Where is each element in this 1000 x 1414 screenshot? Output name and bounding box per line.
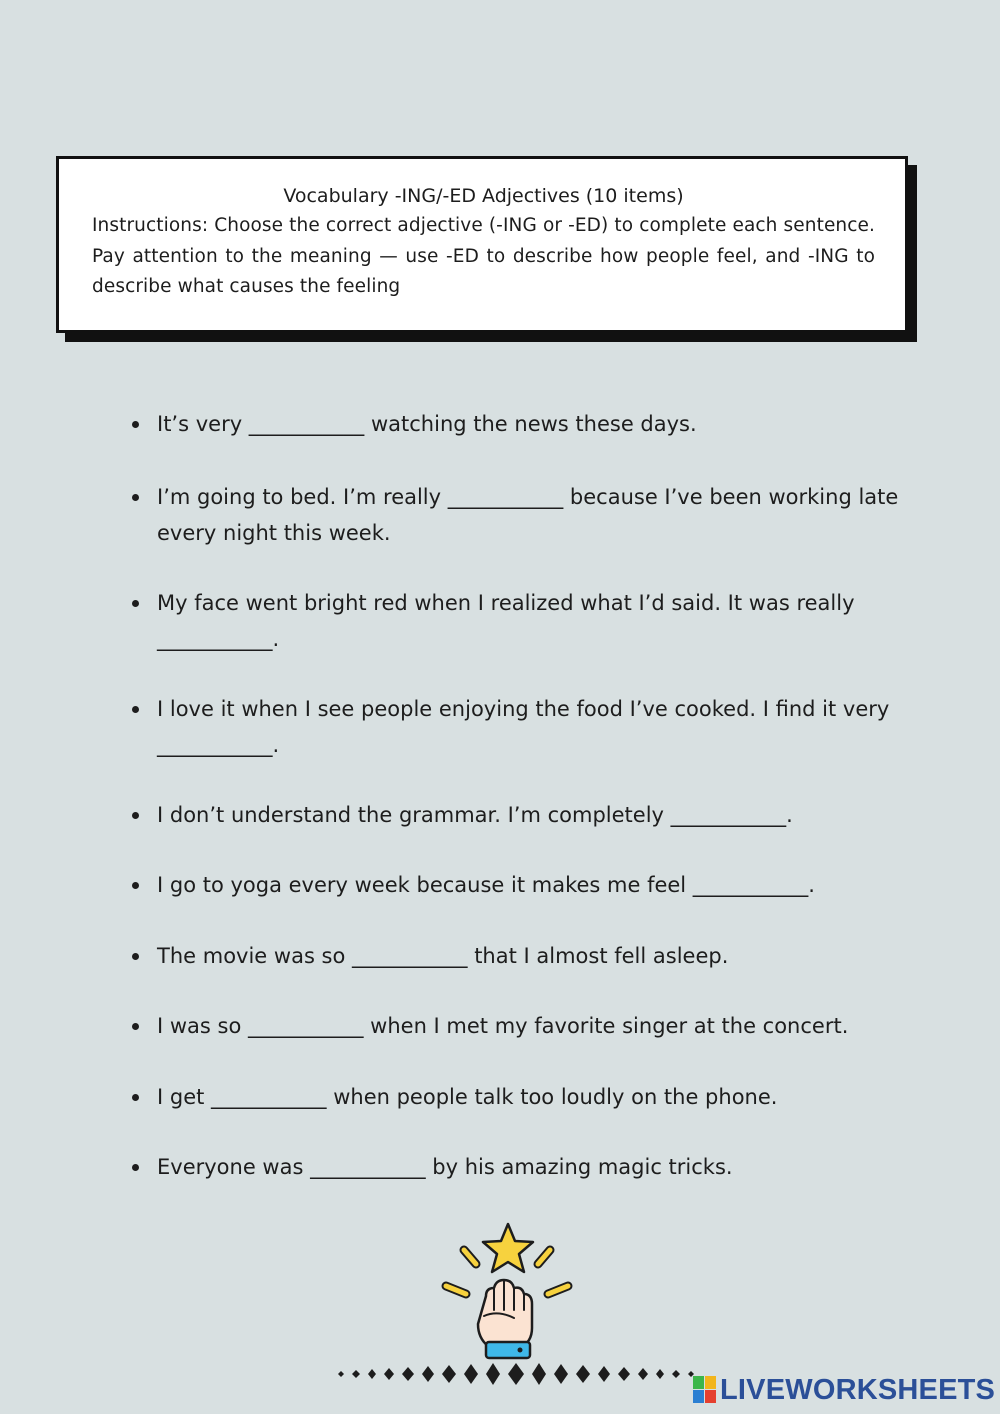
question-item [130, 1079, 910, 1115]
instructions-box [56, 156, 908, 333]
bullet-icon [132, 1164, 139, 1171]
question-item [130, 406, 910, 442]
question-text: I go to yoga every week because it makes me feel ___________. [157, 873, 815, 897]
bullet-icon [132, 1094, 139, 1101]
bullet-icon [132, 882, 139, 889]
bullet-icon [132, 1023, 139, 1030]
question-item [130, 479, 910, 551]
question-item [130, 585, 910, 657]
brand-name: LIVEWORKSHEETS [720, 1373, 996, 1406]
question-text: Everyone was ___________ by his amazing magic tricks. [157, 1155, 733, 1179]
worksheet-instructions: Instructions: Choose the correct adjective (-ING or -ED) to complete each sentence. Pay attention to the meaning — use -ED to describe how people feel, and -ING to describe what causes the feeling [92, 215, 875, 297]
question-text: The movie was so ___________ that I almost fell asleep. [157, 944, 729, 968]
liveworksheets-logo-icon [692, 1375, 718, 1405]
diamond-row-icon [330, 1360, 710, 1390]
question-item [130, 691, 910, 763]
bullet-icon [132, 953, 139, 960]
question-text: I love it when I see people enjoying the food I’ve cooked. I find it very ___________. [157, 697, 890, 757]
bullet-icon [132, 706, 139, 713]
question-item [130, 867, 910, 903]
question-item [130, 938, 910, 974]
question-text: I get ___________ when people talk too loudly on the phone. [157, 1085, 778, 1109]
question-text: It’s very ___________ watching the news these days. [157, 412, 697, 436]
question-item [130, 797, 910, 833]
question-text: I don’t understand the grammar. I’m completely ___________. [157, 803, 793, 827]
bullet-icon [132, 494, 139, 501]
question-item [130, 1149, 910, 1185]
bullet-icon [132, 600, 139, 607]
worksheet-title: Vocabulary -ING/-ED Adjectives (10 items) [283, 185, 684, 207]
question-text: I’m going to bed. I’m really ___________ because I’ve been working late every night this week. [157, 485, 899, 545]
bullet-icon [132, 812, 139, 819]
liveworksheets-brand [692, 1373, 995, 1407]
bullet-icon [132, 421, 139, 428]
question-item [130, 1008, 910, 1044]
question-text: My face went bright red when I realized what I’d said. It was really ___________. [157, 591, 855, 651]
raised-fist-star-icon [438, 1220, 578, 1365]
question-text: I was so ___________ when I met my favorite singer at the concert. [157, 1014, 849, 1038]
